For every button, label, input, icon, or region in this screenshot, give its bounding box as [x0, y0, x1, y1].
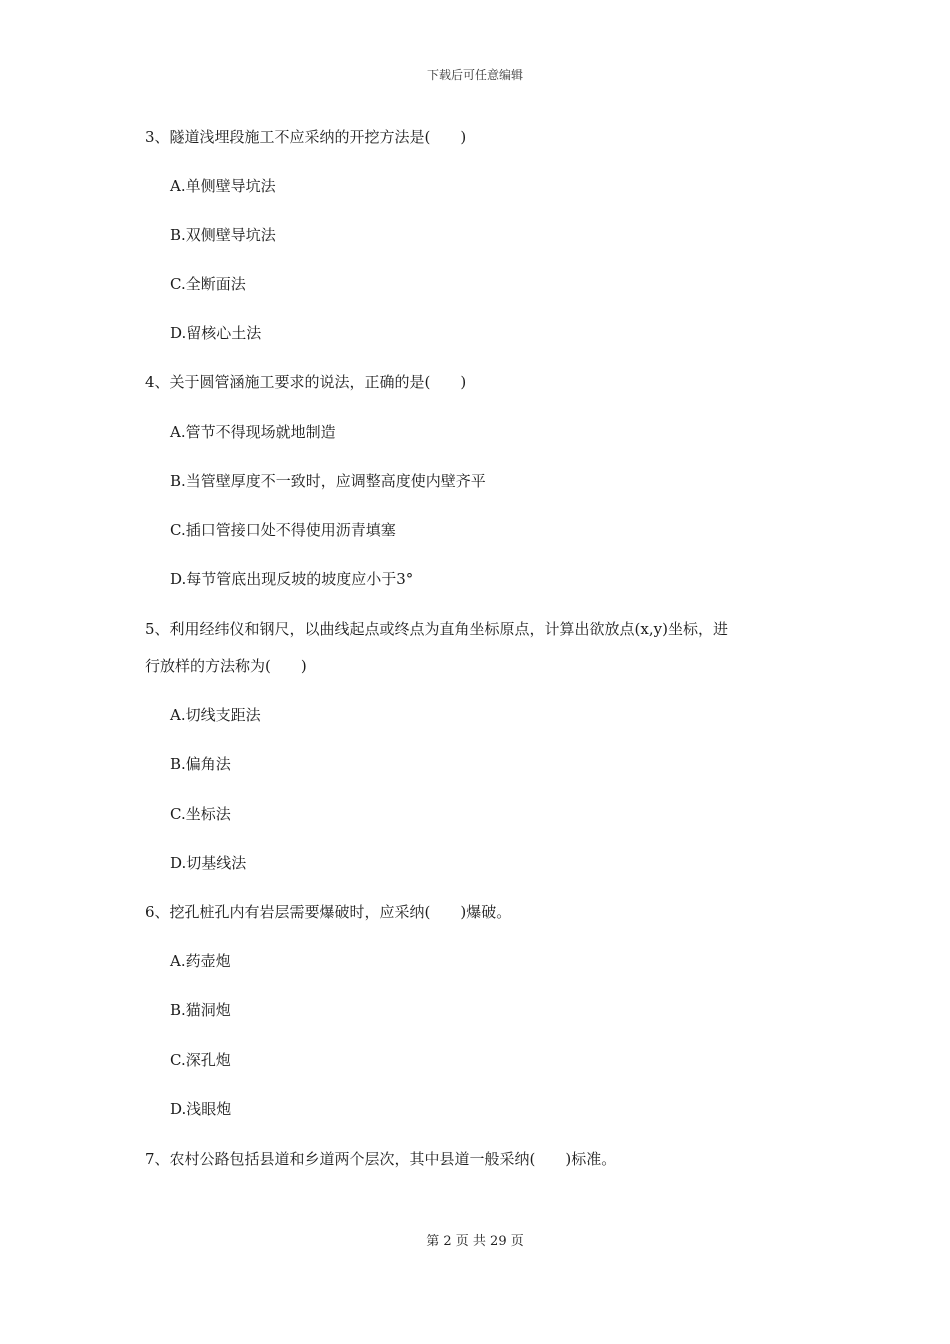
question-3-option-a: A.单侧壁导坑法	[170, 177, 276, 195]
question-6-stem: 6、挖孔桩孔内有岩层需要爆破时，应采纳( )爆破。	[145, 903, 512, 921]
question-4-stem: 4、关于圆管涵施工要求的说法，正确的是( )	[145, 373, 467, 391]
question-7-stem: 7、农村公路包括县道和乡道两个层次，其中县道一般采纳( )标准。	[145, 1150, 617, 1168]
question-6-option-d: D.浅眼炮	[170, 1100, 232, 1118]
question-3-option-d: D.留核心土法	[170, 324, 262, 342]
question-3-option-c: C.全断面法	[170, 275, 246, 293]
question-5-stem-continued: 行放样的方法称为( )	[145, 657, 307, 675]
page-header: 下载后可任意编辑	[426, 68, 523, 82]
question-5-stem: 5、利用经纬仪和钢尺，以曲线起点或终点为直角坐标原点，计算出欲放点(x,y)坐标，进	[145, 620, 728, 638]
question-3-stem: 3、隧道浅埋段施工不应采纳的开挖方法是( )	[145, 128, 467, 146]
question-6-option-b: B.猫洞炮	[170, 1001, 231, 1019]
question-4-option-b: B.当管壁厚度不一致时，应调整高度使内壁齐平	[170, 472, 486, 490]
question-4-option-d: D.每节管底出现反坡的坡度应小于3°	[170, 570, 414, 588]
question-5-option-b: B.偏角法	[170, 755, 231, 773]
question-5-option-a: A.切线支距法	[170, 706, 261, 724]
question-6-option-a: A.药壶炮	[170, 952, 231, 970]
question-6-option-c: C.深孔炮	[170, 1051, 231, 1069]
question-5-option-c: C.坐标法	[170, 805, 231, 823]
question-4-option-c: C.插口管接口处不得使用沥青填塞	[170, 521, 396, 539]
question-3-option-b: B.双侧壁导坑法	[170, 226, 276, 244]
question-4-option-a: A.管节不得现场就地制造	[170, 423, 336, 441]
question-5-option-d: D.切基线法	[170, 854, 247, 872]
page-footer: 第 2 页 共 29 页	[426, 1234, 524, 1249]
